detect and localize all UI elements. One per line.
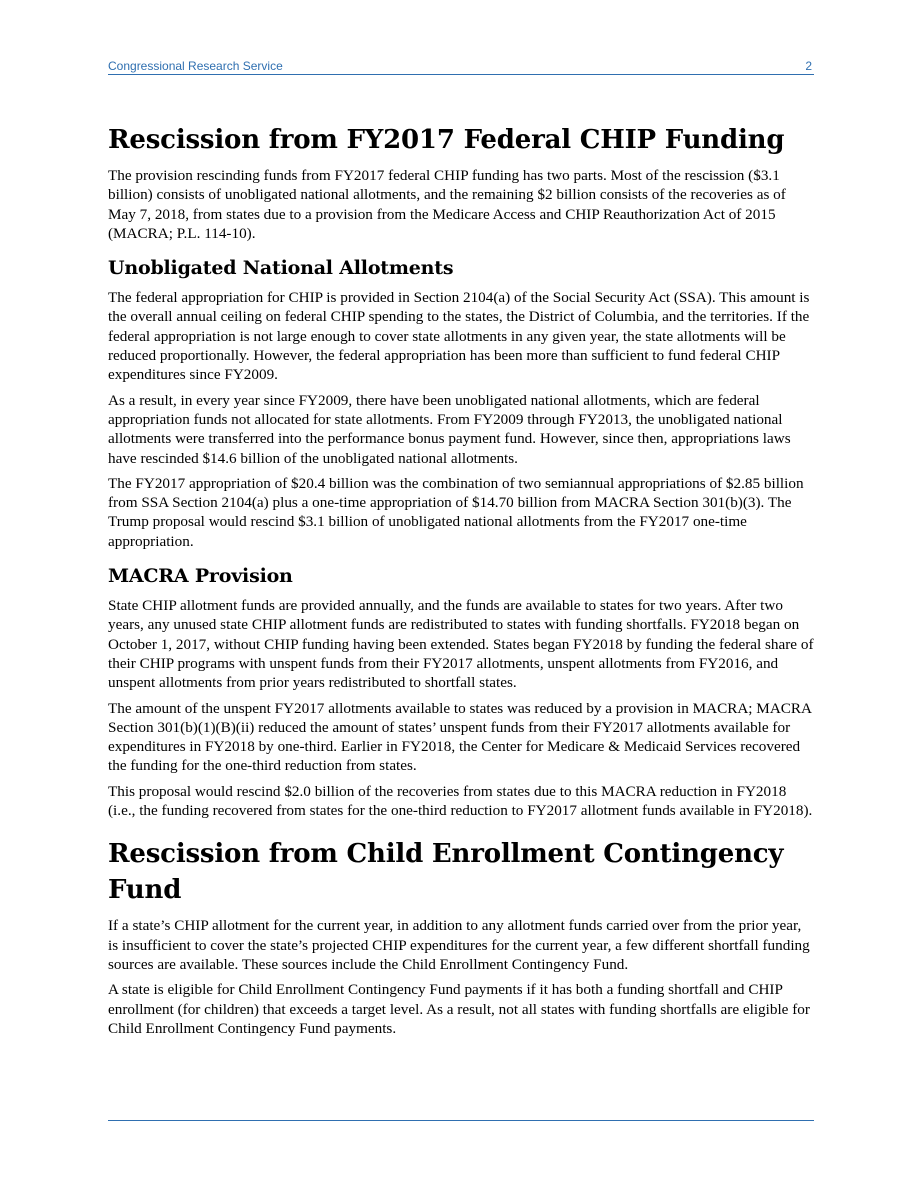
paragraph: The FY2017 appropriation of $20.4 billion was the combination of two semiannual appropriations of $2.85 billion from SSA Section 2104(a) plus a one-time appropriation of $14.70 billion from MACRA Section 301(b)(3). The Trump proposal would rescind $3.1 billion of unobligated national allotments from the FY2017 one-time appropriation. bbox=[108, 474, 804, 550]
header-organization: Congressional Research Service bbox=[108, 59, 283, 73]
paragraph: The amount of the unspent FY2017 allotments available to states was reduced by a provision in MACRA; MACRA Section 301(b)(1)(B)(ii) reduced the amount of states’ unspent funds from their FY2017 allotments available for expenditures in FY2018 by one-third. Earlier in FY2018, the Center for Medicare & Medicaid Services recovered the funding for the one-third reduction from states. bbox=[108, 699, 812, 775]
page-number: 2 bbox=[805, 59, 812, 73]
paragraph: A state is eligible for Child Enrollment Contingency Fund payments if it has both a funding shortfall and CHIP enrollment (for children) that exceeds a target level. As a result, not all states with funding shortfalls are eligible for Child Enrollment Contingency Fund payments. bbox=[108, 981, 810, 1037]
paragraph: The provision rescinding funds from FY2017 federal CHIP funding has two parts. Most of the rescission ($3.1 billion) consists of unobligated national allotments, and the remaining $2 billion consists of the recoveries as of May 7, 2018, from states due to a provision from the Medicare Access and CHIP Reauthorization Act of 2015 (MACRA; P.L. 114-10). bbox=[108, 167, 786, 242]
paragraph: If a state’s CHIP allotment for the current year, in addition to any allotment funds carried over from the prior year, is insufficient to cover the state’s projected CHIP expenditures for the current year, a few different shortfall funding sources are available. These sources include the Child Enrollment Contingency Fund. bbox=[108, 917, 810, 973]
paragraph: State CHIP allotment funds are provided annually, and the funds are available to states for two years. After two years, any unused state CHIP allotment funds are redistributed to states with funding shortfalls. FY2018 began on October 1, 2017, without CHIP funding having been extended. States began FY2018 by funding the federal share of their CHIP programs with unspent funds from their FY2017 allotments, unspent allotments from FY2016, and unspent allotments from prior years redistributed to shortfall states. bbox=[108, 597, 814, 692]
paragraph: This proposal would rescind $2.0 billion of the recoveries from states due to this MACRA reduction in FY2018 (i.e., the funding recovered from states for the one-third reduction to FY2017 allotment funds available in FY2018). bbox=[108, 782, 813, 820]
paragraph: As a result, in every year since FY2009, there have been unobligated national allotments, which are federal appropriation funds not allocated for state allotments. From FY2009 through FY2013, the unobligated national allotments were transferred into the performance bonus payment fund. However, since then, appropriations laws have rescinded $14.6 billion of the unobligated national allotments. bbox=[108, 391, 791, 467]
page-header bbox=[108, 58, 814, 75]
footer-divider bbox=[108, 1120, 814, 1121]
paragraph: The federal appropriation for CHIP is provided in Section 2104(a) of the Social Security Act (SSA). This amount is the overall annual ceiling on federal CHIP spending to the states, the District of Columbia, and the territories. If the federal appropriation is not large enough to cover state allotments in any given year, the state allotments will be reduced proportionally. However, the federal appropriation has been more than sufficient to fund federal CHIP expenditures since FY2009. bbox=[108, 289, 810, 384]
section-heading-contingency-fund: Rescission from Child Enrollment Contingency Fund bbox=[108, 839, 784, 906]
section-heading-chip-funding: Rescission from FY2017 Federal CHIP Funding bbox=[108, 125, 785, 155]
subsection-heading-unobligated: Unobligated National Allotments bbox=[108, 257, 454, 280]
document-body bbox=[108, 122, 814, 1044]
subsection-heading-macra: MACRA Provision bbox=[108, 565, 293, 588]
